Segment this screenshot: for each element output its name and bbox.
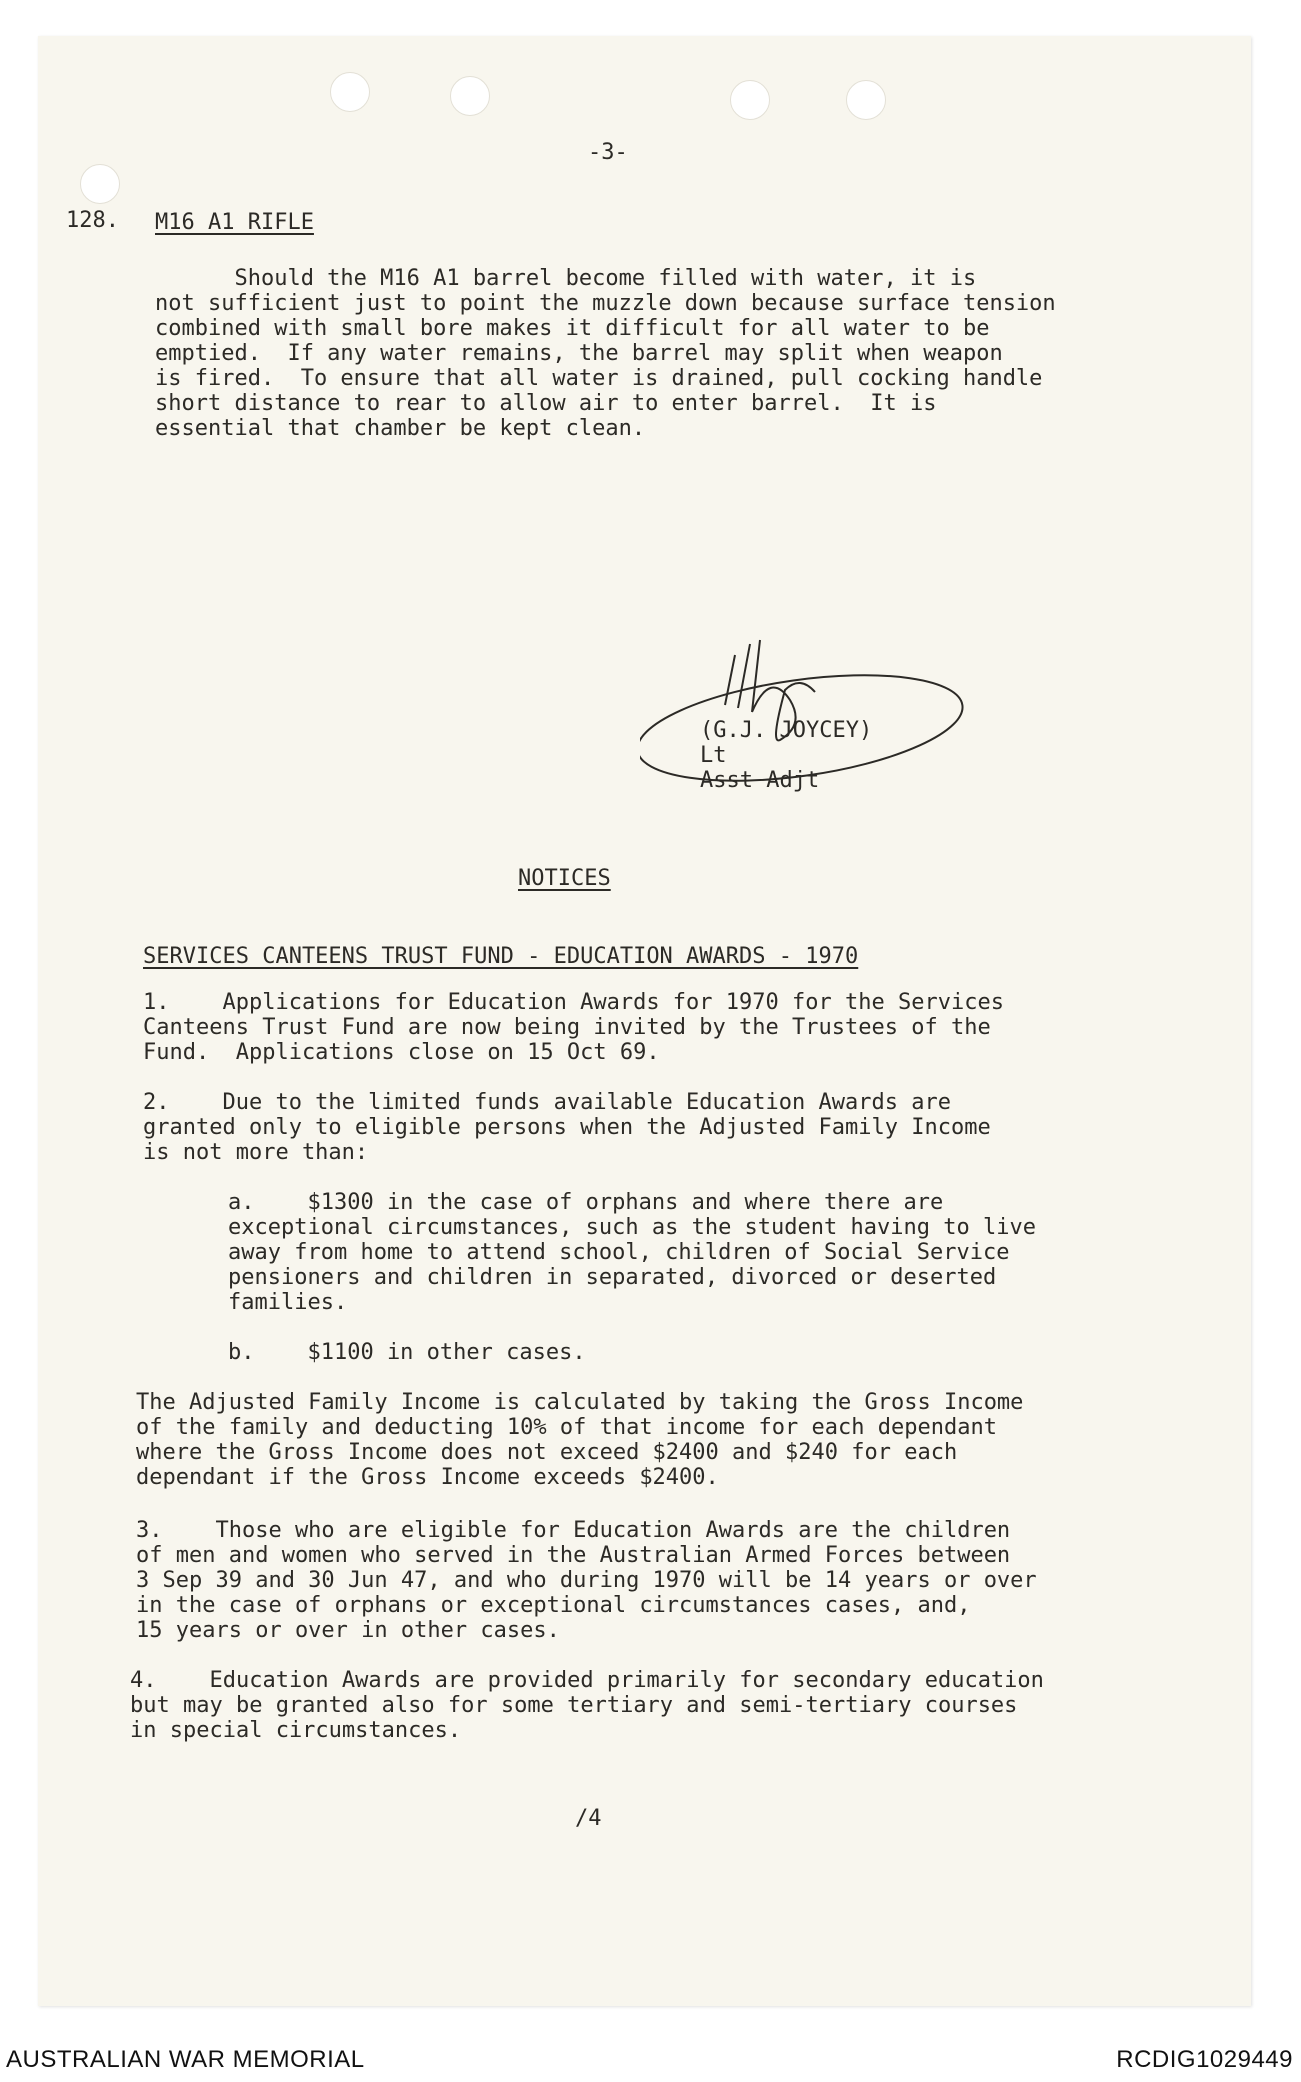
- body-line: a. $1300 in the case of orphans and where there are: [228, 1190, 944, 1215]
- body-line: 3. Those who are eligible for Education Awards are the children: [136, 1518, 1011, 1543]
- body-line: but may be granted also for some tertiary and semi-tertiary courses: [130, 1693, 1018, 1718]
- notice-subheading: SERVICES CANTEENS TRUST FUND - EDUCATION AWARDS - 1970: [143, 944, 859, 969]
- punch-hole: [450, 76, 490, 116]
- body-line: Fund. Applications close on 15 Oct 69.: [143, 1040, 660, 1065]
- notice-adjusted-income: [136, 1390, 1023, 1490]
- notice-paragraph-3: [136, 1518, 1037, 1643]
- body-line: away from home to attend school, children of Social Service: [228, 1240, 1010, 1265]
- body-line: short distance to rear to allow air to enter barrel. It is: [155, 391, 937, 416]
- punch-hole: [846, 80, 886, 120]
- body-line: combined with small bore makes it difficult for all water to be: [155, 316, 990, 341]
- footer-source: AUSTRALIAN WAR MEMORIAL: [6, 2046, 365, 2073]
- body-line: emptied. If any water remains, the barrel may split when weapon: [155, 341, 1003, 366]
- punch-hole: [80, 164, 120, 204]
- section-heading: M16 A1 RIFLE: [155, 210, 314, 235]
- body-line: 15 years or over in other cases.: [136, 1618, 560, 1643]
- body-line: in the case of orphans or exceptional circumstances cases, and,: [136, 1593, 971, 1618]
- section-body: [155, 266, 1056, 441]
- notice-item-b: b. $1100 in other cases.: [228, 1340, 586, 1365]
- signature-appointment: Asst Adjt: [700, 768, 820, 793]
- body-line: dependant if the Gross Income exceeds $2400.: [136, 1465, 719, 1490]
- body-line: essential that chamber be kept clean.: [155, 416, 646, 441]
- body-line: not sufficient just to point the muzzle down because surface tension: [155, 291, 1056, 316]
- body-line: 3 Sep 39 and 30 Jun 47, and who during 1970 will be 14 years or over: [136, 1568, 1037, 1593]
- body-line: Should the M16 A1 barrel become filled with water, it is: [155, 266, 977, 291]
- body-line: granted only to eligible persons when the Adjusted Family Income: [143, 1115, 991, 1140]
- body-line: Canteens Trust Fund are now being invited by the Trustees of the: [143, 1015, 991, 1040]
- notice-item-a: [228, 1190, 1036, 1315]
- signature-rank: Lt: [700, 743, 727, 768]
- body-line: in special circumstances.: [130, 1718, 462, 1743]
- notice-paragraph-2: [143, 1090, 991, 1165]
- body-line: of the family and deducting 10% of that income for each dependant: [136, 1415, 997, 1440]
- body-line: 2. Due to the limited funds available Education Awards are: [143, 1090, 951, 1115]
- signature-name: (G.J. JOYCEY): [700, 718, 873, 743]
- body-line: exceptional circumstances, such as the student having to live: [228, 1215, 1036, 1240]
- notice-paragraph-1: [143, 990, 1004, 1065]
- page-number: -3-: [588, 140, 628, 165]
- body-line: The Adjusted Family Income is calculated by taking the Gross Income: [136, 1390, 1024, 1415]
- body-line: where the Gross Income does not exceed $2400 and $240 for each: [136, 1440, 958, 1465]
- punch-hole: [330, 72, 370, 112]
- section-number: 128.: [66, 208, 119, 233]
- body-line: pensioners and children in separated, divorced or deserted: [228, 1265, 997, 1290]
- punch-hole: [730, 80, 770, 120]
- footer-id: RCDIG1029449: [1116, 2046, 1293, 2073]
- body-line: is fired. To ensure that all water is drained, pull cocking handle: [155, 366, 1043, 391]
- body-line: is not more than:: [143, 1140, 369, 1165]
- notices-heading: NOTICES: [518, 866, 611, 891]
- body-line: 1. Applications for Education Awards for 1970 for the Services: [143, 990, 1004, 1015]
- next-page-marker: /4: [575, 1806, 602, 1831]
- body-line: 4. Education Awards are provided primarily for secondary education: [130, 1668, 1044, 1693]
- body-line: of men and women who served in the Australian Armed Forces between: [136, 1543, 1011, 1568]
- notice-paragraph-4: [130, 1668, 1044, 1743]
- body-line: families.: [228, 1290, 348, 1315]
